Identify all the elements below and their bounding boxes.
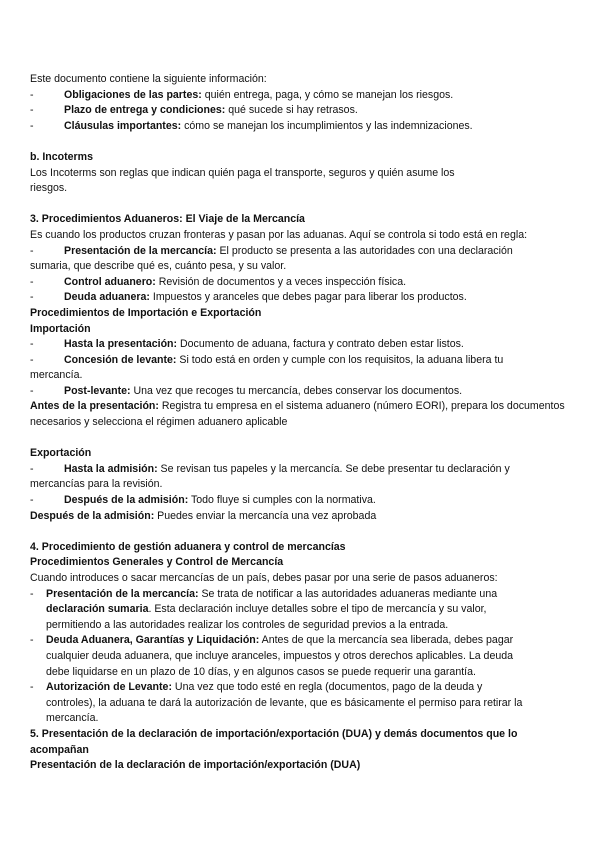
list-item-text: quién entrega, paga, y cómo se manejan los riesgos.	[201, 88, 454, 101]
list-item-bold: Obligaciones de las partes:	[64, 88, 202, 101]
after-admission-text: Puedes enviar la mercancía una vez aprobada	[154, 509, 377, 522]
list-item	[30, 587, 570, 634]
before-presentation-paragraph	[30, 399, 570, 430]
list-item-text: Antes de que la mercancía sea liberada, debes pagar cualquier deuda aduanera, que incluye aranceles, impuestos y otros derechos aplicables. La deuda debe liquidarse en un plazo de 10 días, y en algunos casos se puede requerir una garantía.	[46, 634, 514, 678]
list-item-bold: Hasta la presentación:	[64, 338, 178, 351]
export-heading: Exportación	[30, 447, 92, 460]
list-item-bold: Concesión de levante:	[64, 353, 177, 366]
list-item-text: Revisión de documentos y a veces inspección física.	[155, 275, 407, 288]
list-dash: -	[30, 587, 34, 600]
list-item	[30, 633, 570, 680]
list-item-text: El producto se presenta a las autoridades con una declaración sumaria, que describe qué es, cuánto pesa, y su valor.	[30, 244, 513, 273]
list-dash: -	[30, 353, 34, 366]
after-admission-paragraph	[30, 509, 570, 525]
list-item-text: Se trata de notificar a las autoridades aduaneras mediante una	[198, 587, 498, 600]
list-item-text: Documento de aduana, factura y contrato deben estar listos.	[177, 338, 464, 351]
list-item	[30, 384, 570, 400]
list-item	[30, 103, 570, 119]
list-item-bold: Autorización de Levante:	[46, 681, 172, 694]
list-dash: -	[30, 681, 34, 694]
list-item-text: Una vez que todo esté en regla (documentos, pago de la deuda y controles), la aduana te dará la autorización de levante, que es básicamente el permiso para retirar la mercancía.	[46, 681, 523, 725]
list-item	[30, 275, 570, 291]
incoterms-body: Los Incoterms son reglas que indican quién paga el transporte, seguros y quién asume los riesgos.	[30, 166, 455, 195]
list-item	[30, 119, 570, 135]
list-item-bold: Deuda aduanera:	[64, 291, 150, 304]
section4-body: Cuando introduces o sacar mercancías de un país, debes pasar por una serie de pasos aduaneros:	[30, 572, 498, 584]
list-item	[30, 462, 570, 493]
list-item-bold: Plazo de entrega y condiciones:	[64, 104, 226, 117]
list-item-bold: Cláusulas importantes:	[64, 119, 182, 132]
document-page	[30, 72, 570, 774]
list-item-bold: Deuda Aduanera, Garantías y Liquidación:	[46, 634, 260, 647]
list-dash: -	[30, 88, 34, 101]
list-item-text: Impuestos y aranceles que debes pagar para liberar los productos.	[149, 291, 467, 304]
list-item-bold: Control aduanero:	[64, 275, 156, 288]
list-item-bold: Presentación de la mercancía:	[46, 587, 199, 600]
after-admission-bold: Después de la admisión:	[30, 509, 155, 522]
list-item-bold: Presentación de la mercancía:	[64, 244, 217, 257]
list-item-bold: Post-levante:	[64, 384, 131, 397]
list-item-text: . Esta declaración incluye detalles sobre el tipo de mercancía y su valor, permitiendo a las autoridades realizar los controles de seguridad previos a la entrada.	[46, 603, 487, 631]
list-dash: -	[30, 384, 34, 397]
list-item	[30, 88, 570, 104]
list-item-text: Una vez que recoges tu mercancía, debes conservar los documentos.	[130, 384, 463, 397]
list-item-text: qué sucede si hay retrasos.	[225, 104, 358, 117]
list-dash: -	[30, 244, 34, 257]
incoterms-heading: b. Incoterms	[30, 150, 93, 163]
list-dash: -	[30, 634, 34, 647]
list-item-bold: Hasta la admisión:	[64, 462, 158, 475]
list-item	[30, 680, 570, 727]
list-item-text: Si todo está en orden y cumple con los requisitos, la aduana libera tu mercancía.	[30, 353, 504, 382]
list-dash: -	[30, 462, 34, 475]
import-heading: Importación	[30, 322, 91, 335]
list-dash: -	[30, 119, 34, 132]
list-dash: -	[30, 494, 34, 507]
list-dash: -	[30, 104, 34, 117]
section3-body: Es cuando los productos cruzan fronteras y pasan por las aduanas. Aquí se controla si todo está en regla:	[30, 228, 528, 241]
before-presentation-text: Registra tu empresa en el sistema aduanero (número EORI), prepara los documentos necesarios y selecciona el régimen aduanero aplicable	[30, 400, 565, 429]
list-dash: -	[30, 338, 34, 351]
list-item-text: cómo se manejan los incumplimientos y las indemnizaciones.	[181, 119, 473, 132]
before-presentation-bold: Antes de la presentación:	[30, 400, 159, 413]
list-item-text: Todo fluye si cumples con la normativa.	[188, 494, 376, 507]
list-item-bold: declaración sumaria	[46, 603, 149, 616]
list-dash: -	[30, 275, 34, 288]
intro-list	[30, 88, 570, 135]
section4-heading: 4. Procedimiento de gestión aduanera y control de mercancías	[30, 540, 346, 553]
list-item	[30, 493, 570, 509]
section5-heading: 5. Presentación de la declaración de importación/exportación (DUA) y demás documentos que lo acompañan	[30, 727, 518, 756]
list-item	[30, 353, 570, 384]
intro-text: Este documento contiene la siguiente información:	[30, 73, 267, 85]
list-item	[30, 290, 570, 306]
list-item	[30, 244, 570, 275]
section5-subheading: Presentación de la declaración de importación/exportación (DUA)	[30, 759, 361, 772]
list-dash: -	[30, 291, 34, 304]
list-item-text: Se revisan tus papeles y la mercancía. Se debe presentar tu declaración y mercancías para la revisión.	[30, 462, 510, 491]
section3-heading: 3. Procedimientos Aduaneros: El Viaje de la Mercancía	[30, 213, 305, 226]
section4-subheading: Procedimientos Generales y Control de Mercancía	[30, 556, 284, 569]
list-item	[30, 337, 570, 353]
procedures-subheading: Procedimientos de Importación e Exportación	[30, 306, 262, 319]
list-item-bold: Después de la admisión:	[64, 494, 189, 507]
